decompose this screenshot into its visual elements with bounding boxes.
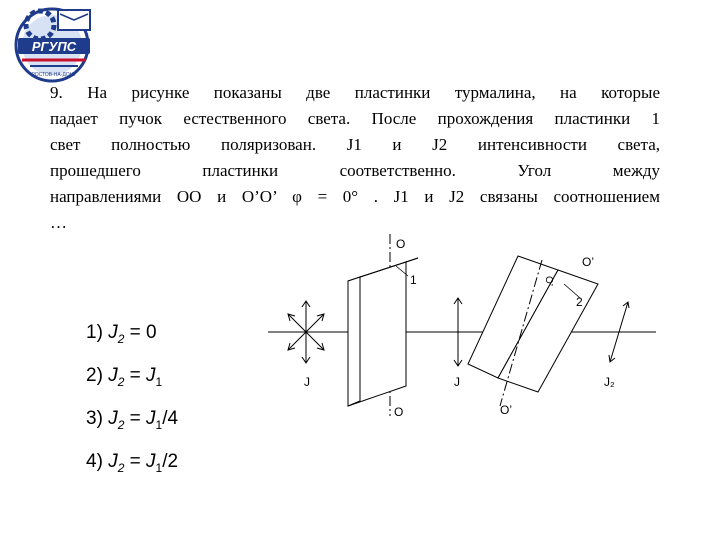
answer-rhs: = $J_1$ (129, 365, 163, 389)
question-line: падает пучок естественного света. После прохождения пластинки 1 (50, 109, 660, 128)
answer-number: 1) (86, 322, 103, 343)
answer-list (86, 318, 178, 490)
answer-lhs: $J_2$ (108, 451, 125, 475)
natural-light-arrows (288, 301, 324, 363)
answer-lhs: $J_2$ (108, 408, 125, 432)
answer-number: 2) (86, 365, 103, 386)
rgups-logo (0, 0, 110, 90)
answer-rhs: = 0 (129, 322, 157, 343)
answer-number: 3) (86, 408, 103, 429)
label-o-prime-bottom: O’ (500, 403, 512, 417)
label-j-mid: J (454, 375, 460, 389)
answer-lhs: $J_2$ (108, 365, 125, 389)
question-line: направлениями ОО и О’О’ φ = 0° . J1 и J2 связаны соотношением (50, 187, 660, 206)
answer-option-2[interactable] (86, 361, 178, 404)
answer-option-1[interactable] (86, 318, 178, 361)
question-line: свет полностью поляризован. J1 и J2 интенсивности света, (50, 135, 660, 154)
label-j-right: J₂ (604, 375, 615, 389)
answer-number: 4) (86, 451, 103, 472)
question-line: … (50, 213, 67, 232)
question-text (50, 80, 660, 236)
answer-rhs: = $J_1/2$ (129, 451, 179, 475)
answer-lhs: $J_2$ (108, 322, 125, 346)
logo-text: РГУПС (31, 39, 77, 54)
answer-option-4[interactable] (86, 447, 178, 490)
label-plate-2: 2 (576, 295, 583, 309)
polarizer-diagram (268, 226, 668, 426)
answer-option-3[interactable] (86, 404, 178, 447)
label-j-left: J (304, 375, 310, 389)
answer-rhs: = $J_1/4$ (129, 408, 179, 432)
question-line: 9. На рисунке показаны две пластинки турмалина, на которые (50, 83, 660, 102)
label-o-prime-top: O’ (582, 255, 594, 269)
question-line: прошедшего пластинки соответственно. Угол между (50, 161, 660, 180)
label-o-bottom: O (394, 405, 404, 419)
logo-arc-text: РОСТОВ-НА-ДОНУ (31, 72, 77, 78)
label-plate-1: 1 (410, 273, 417, 287)
label-o-prime-mid: O’ (543, 276, 554, 286)
label-o-top: O (396, 237, 406, 251)
plate-2 (468, 256, 598, 392)
